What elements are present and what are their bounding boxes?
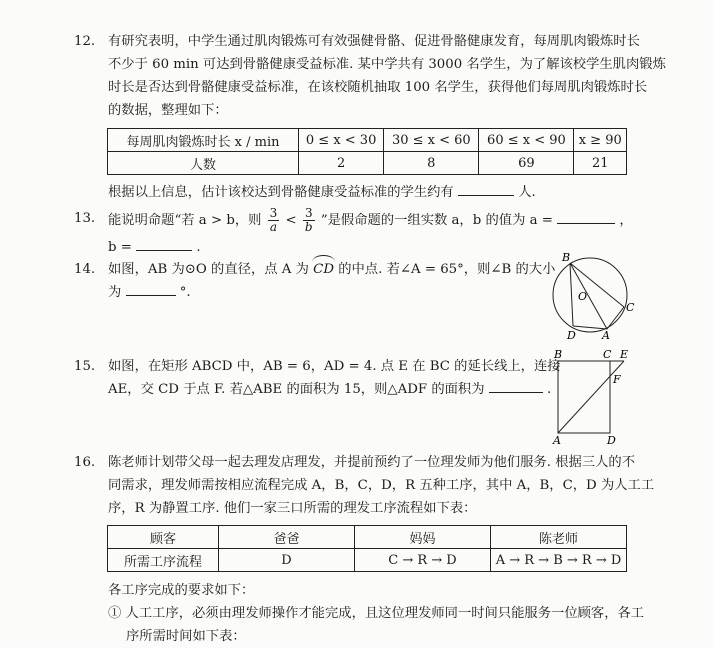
table-cell: D	[219, 549, 355, 572]
question-number: 14.	[74, 262, 96, 277]
diameter-ab	[570, 263, 607, 329]
table-row	[108, 129, 627, 152]
label-a: A	[602, 329, 610, 342]
table-header-cell: 0 ≤ x < 30	[299, 129, 384, 152]
text: ，	[619, 213, 633, 228]
text-line: 序所需时间如下表：	[126, 629, 246, 644]
table-cell: C → R → D	[355, 549, 491, 572]
text: b =	[108, 240, 132, 255]
table-header-cell: 妈妈	[355, 526, 491, 549]
table-cell: 69	[479, 152, 574, 175]
text-line: 的数据，整理如下：	[108, 103, 228, 118]
answer-blank[interactable]	[489, 378, 543, 393]
text: .	[196, 240, 201, 255]
text: .	[546, 382, 552, 397]
question-number: 16.	[74, 455, 96, 470]
question-number: 13.	[74, 211, 96, 226]
text-line: 如图，在矩形 ABCD 中，AB = 6，AD = 4. 点 E 在 BC 的延长线上，连接	[108, 359, 561, 374]
table-header-cell: 60 ≤ x < 90	[479, 129, 574, 152]
answer-blank-a[interactable]	[557, 209, 615, 224]
exercise-table	[107, 128, 627, 175]
table-cell: 所需工序流程	[108, 549, 219, 572]
text: ”是假命题的一组实数 a，b 的值为 a =	[320, 213, 553, 228]
table-cell: 人数	[108, 152, 299, 175]
process-table	[107, 525, 627, 572]
segment-ae	[558, 361, 624, 433]
requirements	[108, 579, 668, 648]
text: 能说明命题“若 a > b，则	[108, 213, 262, 228]
arc-cd: CD	[313, 258, 334, 281]
numerator: 3	[269, 206, 278, 220]
denominator: a	[269, 220, 278, 234]
text-line: 同需求，理发师需按相应流程完成 A，B，C，D，R 五种工序，其中 A，B，C，D 为人工工	[108, 478, 655, 493]
question-12-answer-line	[108, 181, 536, 204]
denominator: b	[304, 220, 313, 234]
answer-blank[interactable]	[458, 181, 514, 196]
question-number: 12.	[74, 34, 96, 49]
text: 根据以上信息，估计该校达到骨骼健康受益标准的学生约有	[108, 185, 454, 200]
table-cell: 2	[299, 152, 384, 175]
text: 的中点. 若∠A = 65°，则∠B 的大小	[338, 262, 556, 277]
label-c: C	[626, 301, 635, 314]
text-line: 陈老师计划带父母一起去理发店理发，并提前预约了一位理发师为他们服务. 根据三人的不	[108, 455, 636, 470]
table-header-cell: 爸爸	[219, 526, 355, 549]
text: 为	[108, 285, 122, 300]
fraction	[268, 207, 280, 234]
table-header-cell: 陈老师	[491, 526, 627, 549]
text-line: 序，R 为静置工序. 他们一家三口所需的理发工序流程如下表：	[108, 501, 477, 516]
table-header-cell: 每周肌肉锻炼时长 x / min	[108, 129, 299, 152]
table-cell: 21	[574, 152, 627, 175]
question-16	[74, 451, 654, 520]
text-line: ① 人工工序，必须由理发师操作才能完成，且这位理发师同一时间只能服务一位顾客，各工	[108, 606, 645, 621]
text: 如图，AB 为⊙O 的直径，点 A 为	[108, 262, 309, 277]
label-f: F	[613, 373, 621, 386]
table-header-cell: 顾客	[108, 526, 219, 549]
label-e: E	[620, 348, 629, 361]
chord-bd	[570, 263, 573, 326]
question-12	[74, 30, 666, 122]
rectangle-diagram	[545, 345, 635, 447]
numerator: 3	[304, 206, 313, 220]
fraction	[303, 207, 315, 234]
answer-blank-b[interactable]	[136, 236, 192, 251]
question-15	[74, 355, 561, 401]
question-14	[74, 258, 556, 304]
table-header-cell: x ≥ 90	[574, 129, 627, 152]
chord-ac	[607, 307, 624, 329]
label-c: C	[603, 348, 612, 361]
label-d: D	[607, 434, 616, 447]
text: 人.	[518, 185, 536, 200]
label-o: O	[578, 290, 588, 303]
table-row	[108, 526, 627, 549]
table-cell: 8	[384, 152, 479, 175]
answer-blank[interactable]	[126, 281, 176, 296]
label-a: A	[553, 434, 561, 447]
table-cell: A → R → B → R → D	[491, 549, 627, 572]
text-line: 不少于 60 min 可达到骨骼健康受益标准. 某中学共有 3000 名学生，为了解该校学生肌肉锻炼	[108, 57, 666, 72]
label-b: B	[554, 348, 563, 361]
circle-diagram	[545, 250, 635, 345]
text-line: 各工序完成的要求如下：	[108, 583, 255, 598]
text: <	[285, 213, 297, 228]
label-b: B	[562, 251, 571, 264]
label-d: D	[567, 329, 576, 342]
text-line: 有研究表明，中学生通过肌肉锻炼可有效强健骨骼、促进骨骼健康发育，每周肌肉锻炼时长	[108, 34, 640, 49]
question-number: 15.	[74, 359, 96, 374]
circle-o	[553, 258, 627, 332]
rectangle-abcd	[558, 361, 610, 433]
table-row	[108, 549, 627, 572]
table-row	[108, 152, 627, 175]
text: °.	[179, 285, 191, 300]
table-header-cell: 30 ≤ x < 60	[384, 129, 479, 152]
text: AE，交 CD 于点 F. 若△ABE 的面积为 15，则△ADF 的面积为	[108, 382, 485, 397]
text-line: 时长是否达到骨骼健康受益标准，在该校随机抽取 100 名学生，获得他们每周肌肉锻炼时长	[108, 80, 648, 95]
